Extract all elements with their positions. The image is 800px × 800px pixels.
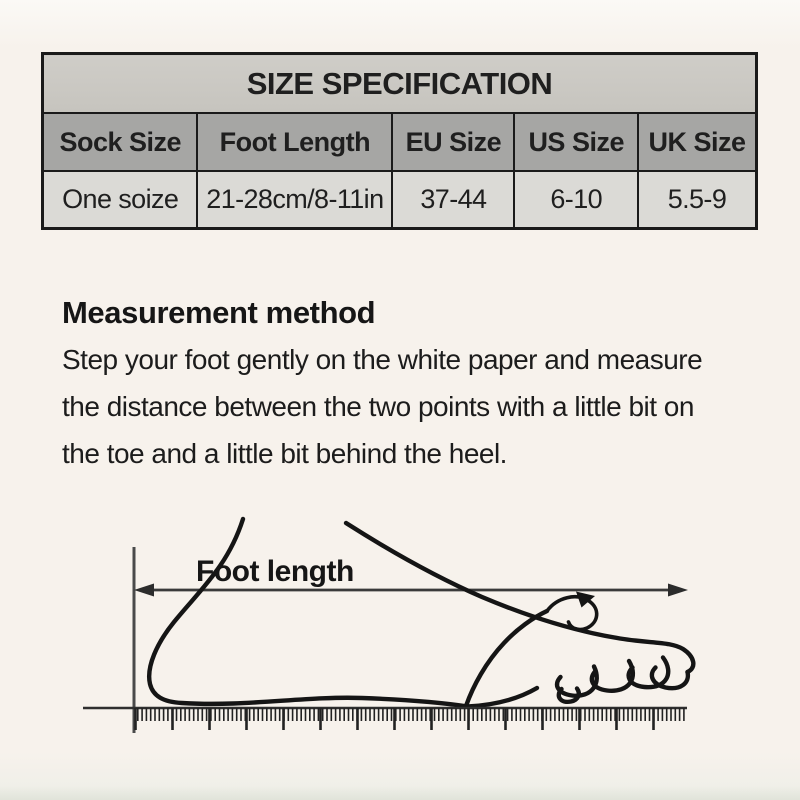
measurement-method-heading: Measurement method: [62, 295, 376, 330]
instruction-line-1: Step your foot gently on the white paper and measure: [62, 344, 703, 375]
cell-eu-size: 37-44: [392, 171, 514, 229]
size-specification-table: [41, 52, 758, 230]
arrowhead-right-icon: [668, 584, 688, 597]
col-header-eu-size: EU Size: [392, 113, 514, 171]
cell-uk-size: 5.5-9: [638, 171, 757, 229]
col-header-us-size: US Size: [514, 113, 638, 171]
instruction-line-2: the distance between the two points with a little bit on: [62, 391, 694, 422]
instruction-line-3: the toe and a little bit behind the heel.: [62, 438, 507, 469]
foot-outline: [149, 519, 693, 707]
shin-and-toe-ridge-path: [346, 523, 693, 672]
cell-foot-length: 21-28cm/8-11in: [197, 171, 392, 229]
foot-length-label: Foot length: [196, 555, 354, 588]
foot-measurement-diagram: [0, 490, 800, 790]
table-title: SIZE SPECIFICATION: [43, 54, 757, 114]
col-header-uk-size: UK Size: [638, 113, 757, 171]
ruler: [83, 708, 687, 719]
col-header-sock-size: Sock Size: [43, 113, 198, 171]
cell-sock-size: One soize: [43, 171, 198, 229]
bottom-edge-shadow: [0, 786, 800, 800]
measurement-instructions: [62, 336, 762, 477]
arrowhead-left-icon: [134, 584, 154, 597]
cell-us-size: 6-10: [514, 171, 638, 229]
instep-curve-path: [466, 611, 547, 706]
col-header-foot-length: Foot Length: [197, 113, 392, 171]
table-row: [43, 171, 757, 229]
table-header-row: [43, 113, 757, 171]
table-title-row: [43, 54, 757, 114]
heel-and-sole-path: [149, 519, 468, 707]
ball-of-foot-path: [468, 688, 537, 707]
